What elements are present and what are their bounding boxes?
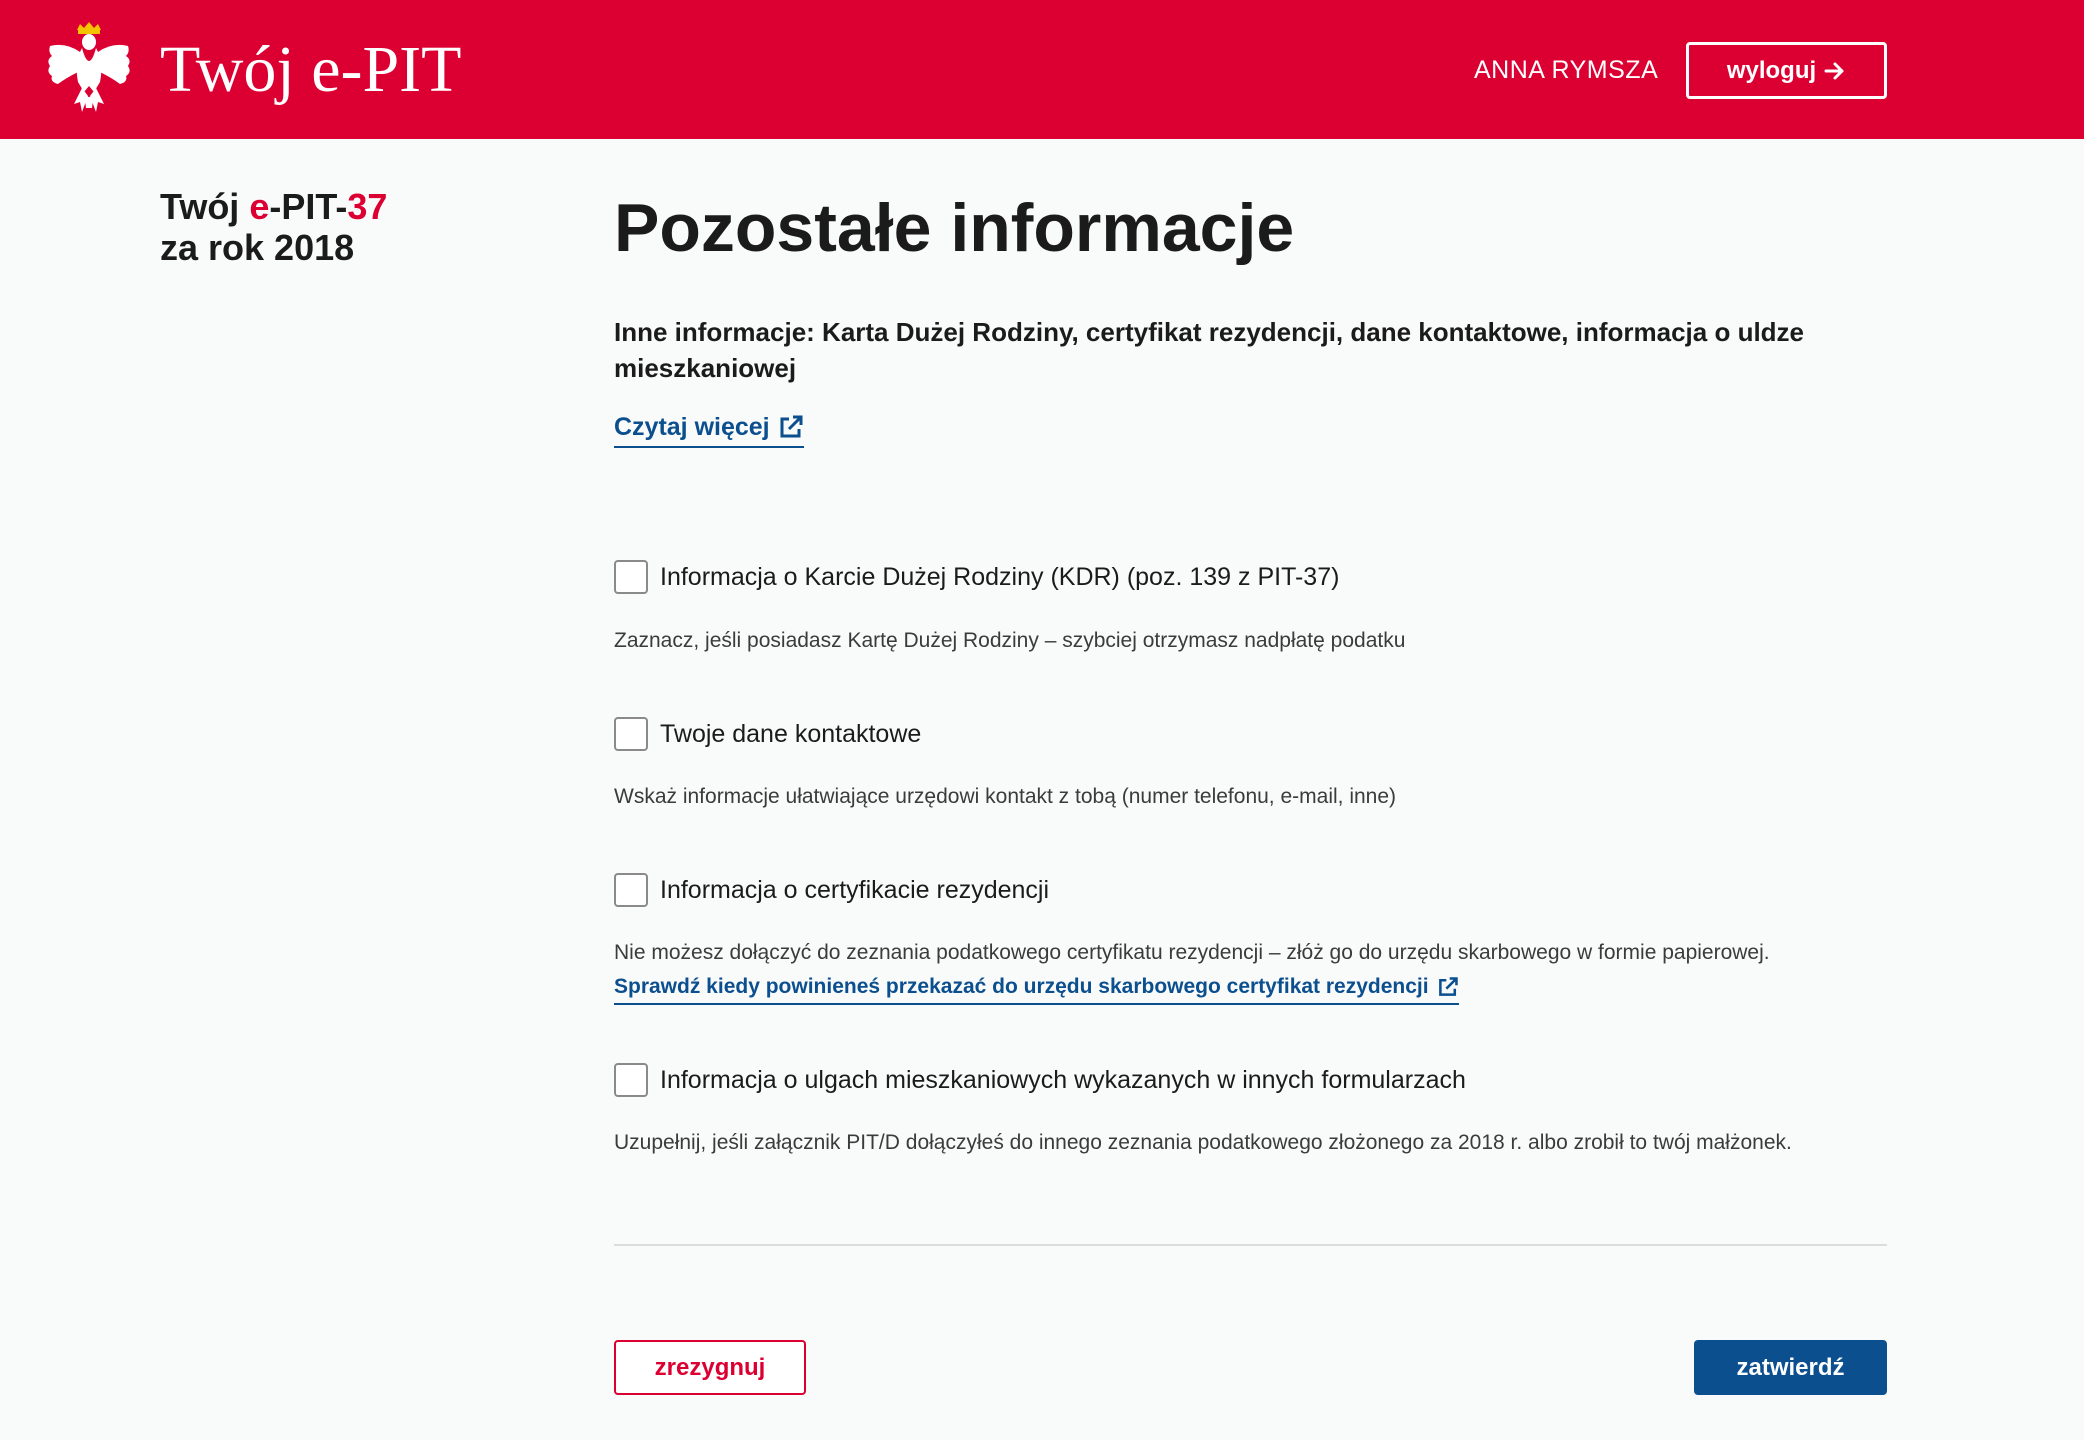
contact-checkbox[interactable] <box>614 717 648 751</box>
option-contact <box>614 717 921 751</box>
external-link-icon <box>778 414 804 440</box>
app-brand-title: Twój e-PIT <box>160 33 462 106</box>
form-name <box>160 186 387 268</box>
residence-cert-hint: Nie możesz dołączyć do zeznania podatkowego certyfikatu rezydencji – złóż go do urzędu skarbowego w formie papierowej. <box>614 941 1770 964</box>
kdr-hint: Zaznacz, jeśli posiadasz Kartę Dużej Rodziny – szybciej otrzymasz nadpłatę podatku <box>614 629 1406 652</box>
external-link-icon <box>1437 976 1459 998</box>
logout-label: wyloguj <box>1726 56 1817 84</box>
user-name: ANNA RYMSZA <box>1474 56 1659 84</box>
kdr-label[interactable]: Informacja o Karcie Dużej Rodziny (KDR) (poz. 139 z PIT-37) <box>660 563 1340 591</box>
option-kdr <box>614 560 1339 594</box>
confirm-button[interactable]: zatwierdź <box>1694 1340 1887 1395</box>
residence-cert-link-label: Sprawdź kiedy powinieneś przekazać do urzędu skarbowego certyfikat rezydencji <box>614 975 1429 998</box>
lead-text: Inne informacje: Karta Dużej Rodziny, certyfikat rezydencji, dane kontaktowe, informacja o uldze mieszkaniowej <box>614 317 1805 383</box>
housing-relief-checkbox[interactable] <box>614 1063 648 1097</box>
residence-cert-checkbox[interactable] <box>614 873 648 907</box>
read-more-link[interactable] <box>614 410 804 448</box>
divider <box>614 1244 1887 1246</box>
housing-relief-hint: Uzupełnij, jeśli załącznik PIT/D dołączyłeś do innego zeznania podatkowego złożonego za 2018 r. albo zrobił to twój małżonek. <box>614 1131 1792 1154</box>
housing-relief-label[interactable]: Informacja o ulgach mieszkaniowych wykazanych w innych formularzach <box>660 1066 1466 1094</box>
contact-hint: Wskaż informacje ułatwiające urzędowi kontakt z tobą (numer telefonu, e-mail, inne) <box>614 785 1397 808</box>
option-residence-cert <box>614 873 1049 907</box>
logout-button[interactable] <box>1686 42 1887 99</box>
residence-cert-link[interactable] <box>614 972 1459 1005</box>
form-year: za rok 2018 <box>160 227 355 268</box>
cancel-button[interactable]: zrezygnuj <box>614 1340 806 1395</box>
form-name-line1: Twój e-PIT-37 <box>160 186 388 227</box>
read-more-label: Czytaj więcej <box>614 413 770 441</box>
residence-cert-label[interactable]: Informacja o certyfikacie rezydencji <box>660 876 1050 904</box>
option-housing-relief <box>614 1063 1466 1097</box>
eagle-emblem-icon <box>44 22 134 116</box>
contact-label[interactable]: Twoje dane kontaktowe <box>660 720 922 748</box>
top-bar <box>0 0 2084 139</box>
kdr-checkbox[interactable] <box>614 560 648 594</box>
page-title: Pozostałe informacje <box>614 190 1295 266</box>
arrow-right-icon <box>1824 60 1846 82</box>
